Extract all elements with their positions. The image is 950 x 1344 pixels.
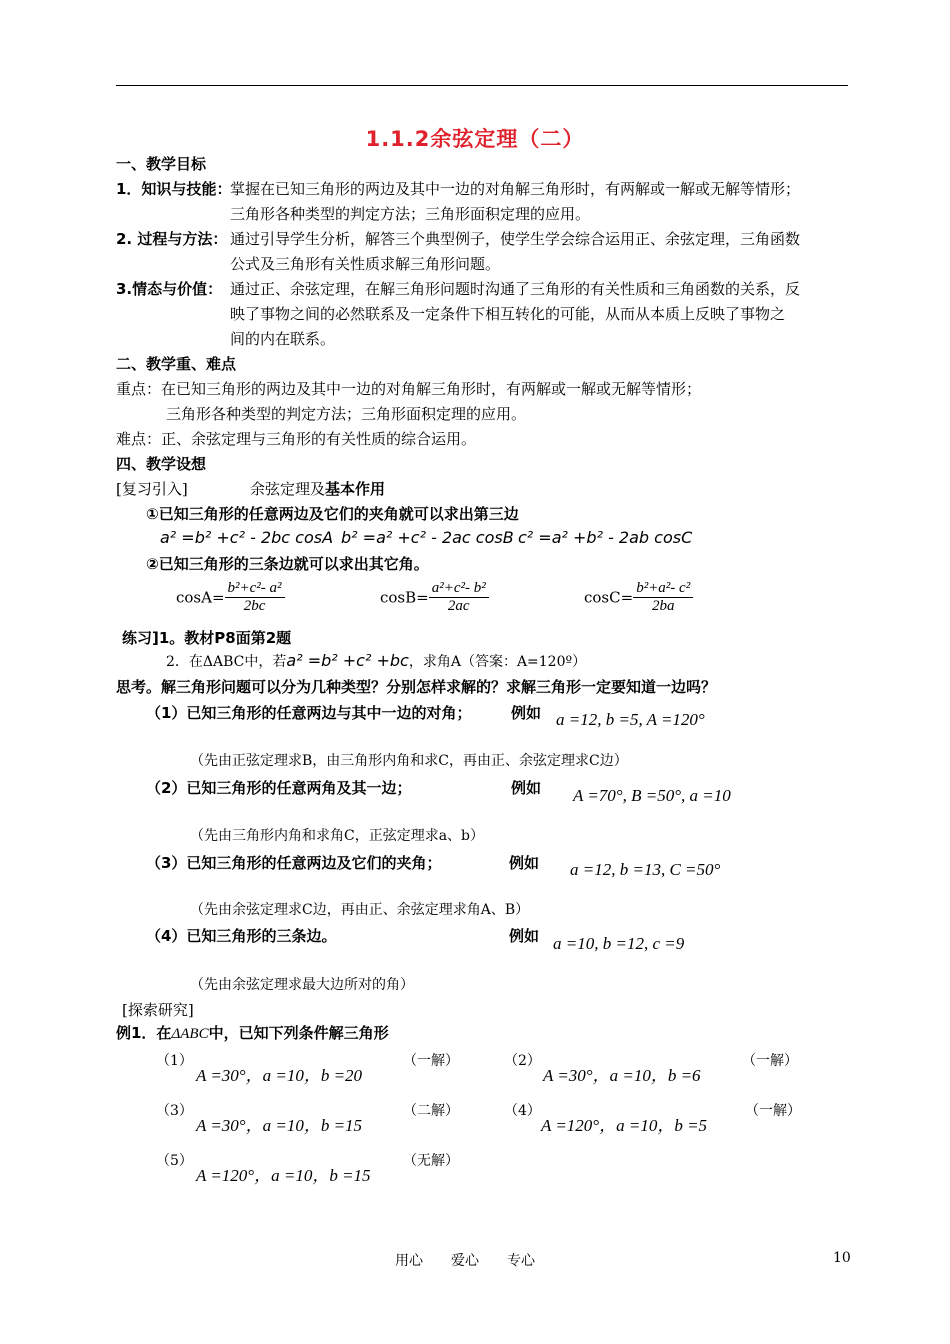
header-rule <box>116 85 848 86</box>
page-title: 1.1.2余弦定理（二） <box>365 127 585 151</box>
case-2-note: （先由三角形内角和求角C，正弦定理求a、b） <box>190 828 485 844</box>
use-1: ①已知三角形的任意两边及它们的夹角就可以求出第三边 <box>146 505 519 523</box>
example-num: （4） <box>504 1103 541 1119</box>
review-text-bold: 基本作用 <box>325 480 386 498</box>
case-4-note: （先由余弦定理求最大边所对的角） <box>190 977 414 993</box>
objective-2-line-1: 通过引导学生分析，解答三个典型例子，使学生学会综合运用正、余弦定理，三角函数 <box>230 230 801 248</box>
section-4-heading: 四、教学设想 <box>116 455 207 473</box>
example-math: A =30°，a =10，b =6 <box>543 1066 701 1085</box>
cos-a-fraction <box>176 580 285 615</box>
case-3: （3）已知三角形的任意两边及它们的夹角； <box>146 854 442 872</box>
example-num: （2） <box>504 1053 541 1069</box>
example-math: A =120°，a =10，b =5 <box>541 1116 708 1135</box>
example-1-heading <box>116 1022 389 1043</box>
formula-cos-c: c² =a² +b² - 2ab cosC <box>518 528 693 547</box>
objective-1-label: 1．知识与技能： <box>116 180 232 198</box>
example-answer: （一解） <box>745 1103 801 1119</box>
section-2-heading: 二、教学重、难点 <box>116 355 237 373</box>
formula-cos-b: b² =a² +c² - 2ac cosB <box>341 528 514 547</box>
review-text-plain: 余弦定理及 <box>250 480 326 498</box>
case-1: （1）已知三角形的任意两边与其中一边的对角； <box>146 704 472 722</box>
case-1-example: a =12, b =5, A =120° <box>556 710 705 729</box>
example-1-triangle: ΔABC <box>171 1026 209 1042</box>
practice-2-equation: a² =b² +c² +bc <box>286 651 409 670</box>
cos-b-numerator: a²+c²- b² <box>429 580 489 598</box>
difficult-points: 难点：正、余弦定理与三角形的有关性质的综合运用。 <box>116 430 477 448</box>
cos-c-denominator: 2ba <box>651 598 675 614</box>
practice-2-prefix: 2．在ΔABC中，若 <box>166 654 287 670</box>
case-1-example-label: 例如 <box>511 704 542 722</box>
key-points-line-1: 重点：在已知三角形的两边及其中一边的对角解三角形时，有两解或一解或无解等情形； <box>116 380 702 398</box>
cos-a-lhs: cosA= <box>176 588 225 607</box>
example-num: （1） <box>156 1053 193 1069</box>
example-1-prefix: 例1．在 <box>116 1024 172 1042</box>
cos-a-denominator: 2bc <box>243 598 266 614</box>
example-math: A =30°，a =10，b =20 <box>196 1066 363 1085</box>
example-num: （5） <box>156 1153 193 1169</box>
example-answer: （一解） <box>742 1053 798 1069</box>
cos-c-lhs: cosC= <box>584 588 634 607</box>
key-points-line-2: 三角形各种类型的判定方法；三角形面积定理的应用。 <box>166 405 527 423</box>
page-number: 10 <box>833 1250 851 1266</box>
example-answer: （无解） <box>403 1153 459 1169</box>
practice-2-suffix: ，求角A（答案：A=120º） <box>408 654 587 670</box>
objective-2-label: 2. 过程与方法： <box>116 230 228 248</box>
example-math: A =120°，a =10，b =15 <box>196 1166 371 1185</box>
example-answer: （二解） <box>403 1103 459 1119</box>
cos-b-denominator: 2ac <box>447 598 470 614</box>
case-2-example: A =70°, B =50°, a =10 <box>573 786 731 805</box>
objective-3-label: 3.情态与价值： <box>116 280 223 298</box>
practice-label: 练习]1。教材P8面第2题 <box>122 629 292 647</box>
case-2: （2）已知三角形的任意两角及其一边； <box>146 779 412 797</box>
objective-1-line-2: 三角形各种类型的判定方法；三角形面积定理的应用。 <box>230 205 591 223</box>
review-label: [复习引入] <box>116 480 188 498</box>
case-4-example: a =10, b =12, c =9 <box>553 934 685 953</box>
review-text <box>250 478 385 499</box>
objective-3-line-2: 映了事物之间的必然联系及一定条件下相互转化的可能，从而从本质上反映了事物之 <box>230 305 786 323</box>
cos-c-numerator: b²+a²- c² <box>633 580 693 598</box>
case-2-example-label: 例如 <box>511 779 542 797</box>
example-math: A =30°，a =10，b =15 <box>196 1116 363 1135</box>
objective-2-line-2: 公式及三角形有关性质求解三角形问题。 <box>230 255 501 273</box>
explore-label: [探索研究] <box>122 1001 194 1019</box>
cos-c-fraction <box>584 580 693 615</box>
objective-1-line-1: 掌握在已知三角形的两边及其中一边的对角解三角形时，有两解或一解或无解等情形； <box>230 180 801 198</box>
objective-3-line-1: 通过正、余弦定理，在解三角形问题时沟通了三角形的有关性质和三角函数的关系，反 <box>230 280 801 298</box>
think-question: 思考。解三角形问题可以分为几种类型？分别怎样求解的？求解三角形一定要知道一边吗？ <box>116 678 717 696</box>
formula-cos-a: a² =b² +c² - 2bc cosA <box>160 528 334 547</box>
case-3-note: （先由余弦定理求C边，再由正、余弦定理求角A、B） <box>190 902 530 918</box>
practice-2 <box>166 651 586 671</box>
case-4-example-label: 例如 <box>509 927 540 945</box>
example-num: （3） <box>156 1103 193 1119</box>
example-answer: （一解） <box>403 1053 459 1069</box>
example-1-suffix: 中，已知下列条件解三角形 <box>208 1024 389 1042</box>
case-3-example-label: 例如 <box>509 854 540 872</box>
section-1-heading: 一、教学目标 <box>116 155 207 173</box>
use-2: ②已知三角形的三条边就可以求出其它角。 <box>146 555 429 573</box>
objective-3-line-3: 间的内在联系。 <box>230 330 336 348</box>
cos-b-fraction <box>380 580 489 615</box>
page-footer: 用心 爱心 专心 <box>395 1253 535 1269</box>
case-4: （4）已知三角形的三条边。 <box>146 927 337 945</box>
case-1-note: （先由正弦定理求B，由三角形内角和求C，再由正、余弦定理求C边） <box>190 753 628 769</box>
case-3-example: a =12, b =13, C =50° <box>570 860 721 879</box>
cos-a-numerator: b²+c²- a² <box>225 580 285 598</box>
cos-b-lhs: cosB= <box>380 588 429 607</box>
